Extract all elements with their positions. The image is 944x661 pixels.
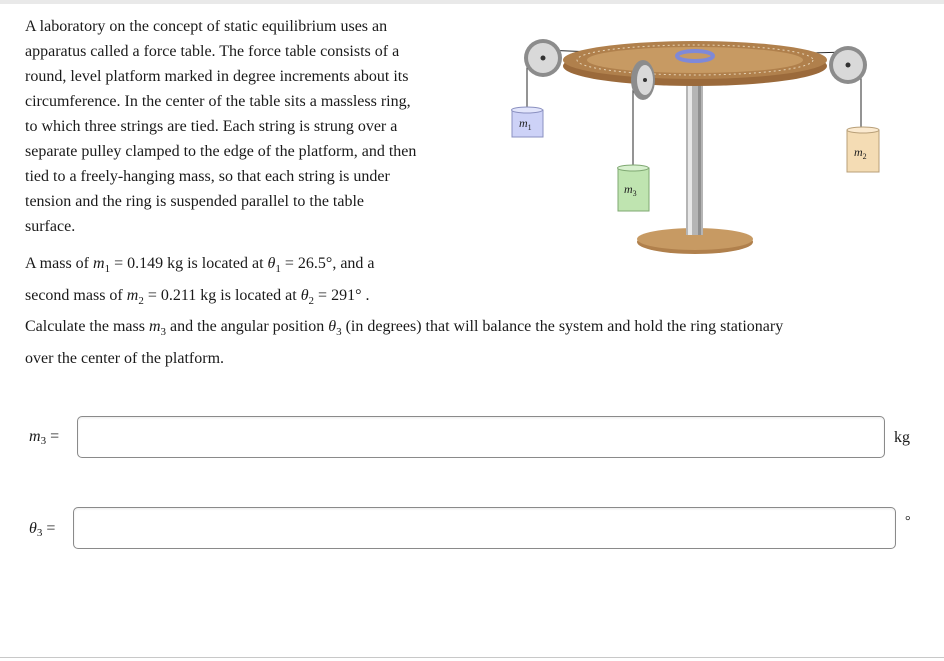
m3-input[interactable] bbox=[77, 416, 885, 458]
intro-line: tied to a freely-hanging mass, so that each string is under bbox=[25, 168, 390, 185]
given-mass-2: second mass of $m_2 = 0.211$ kg is located at $\theta_2 = 291^\circ$ . bbox=[25, 286, 370, 307]
problem-givens bbox=[25, 251, 905, 373]
intro-line: tension and the ring is suspended parallel to the table bbox=[25, 193, 365, 210]
svg-text:m2: $m_2$ bbox=[854, 145, 867, 161]
question-line-2: over the center of the platform. bbox=[25, 350, 225, 368]
force-table-figure bbox=[505, 30, 885, 262]
m3-label: $m_3$ = bbox=[29, 428, 60, 447]
theta3-input[interactable] bbox=[73, 507, 896, 549]
mass-m3 bbox=[618, 165, 650, 211]
theta3-unit: ° bbox=[905, 514, 911, 529]
bottom-divider bbox=[0, 657, 944, 658]
intro-line: round, level platform marked in degree increments about its bbox=[25, 68, 409, 85]
top-divider bbox=[0, 0, 944, 4]
mass-m1-label: m bbox=[519, 116, 528, 130]
intro-line: A laboratory on the concept of static equilibrium uses an bbox=[25, 18, 388, 35]
question-line-1: Calculate the mass $m_3$ and the angular position $\theta_3$ (in degrees) that will balance the system and hold the ring stationary bbox=[25, 318, 784, 339]
svg-text:m1: $m_1$ bbox=[519, 116, 532, 132]
mass-m3-label: m bbox=[624, 182, 633, 196]
pulley-left bbox=[524, 39, 562, 77]
mass-m2 bbox=[847, 127, 879, 172]
intro-line: separate pulley clamped to the edge of the platform, and then bbox=[25, 143, 417, 160]
intro-line: to which three strings are tied. Each string is strung over a bbox=[25, 118, 398, 135]
given-mass-1: A mass of $m_1 = 0.149$ kg is located at $\theta_1 = 26.5^\circ$, and a bbox=[25, 255, 375, 276]
pulley-right bbox=[829, 46, 867, 84]
problem-intro bbox=[25, 14, 485, 239]
mass-m1 bbox=[512, 107, 544, 137]
m3-unit: kg bbox=[894, 429, 910, 446]
mass-m2-label: m bbox=[854, 145, 863, 159]
intro-line: apparatus called a force table. The force table consists of a bbox=[25, 43, 400, 60]
intro-line: circumference. In the center of the table sits a massless ring, bbox=[25, 93, 411, 110]
pulley-front bbox=[631, 60, 655, 100]
theta3-label: $\theta_3$ = bbox=[29, 520, 56, 539]
svg-text:m3: $m_3$ bbox=[624, 182, 637, 198]
intro-line: surface. bbox=[25, 218, 76, 235]
